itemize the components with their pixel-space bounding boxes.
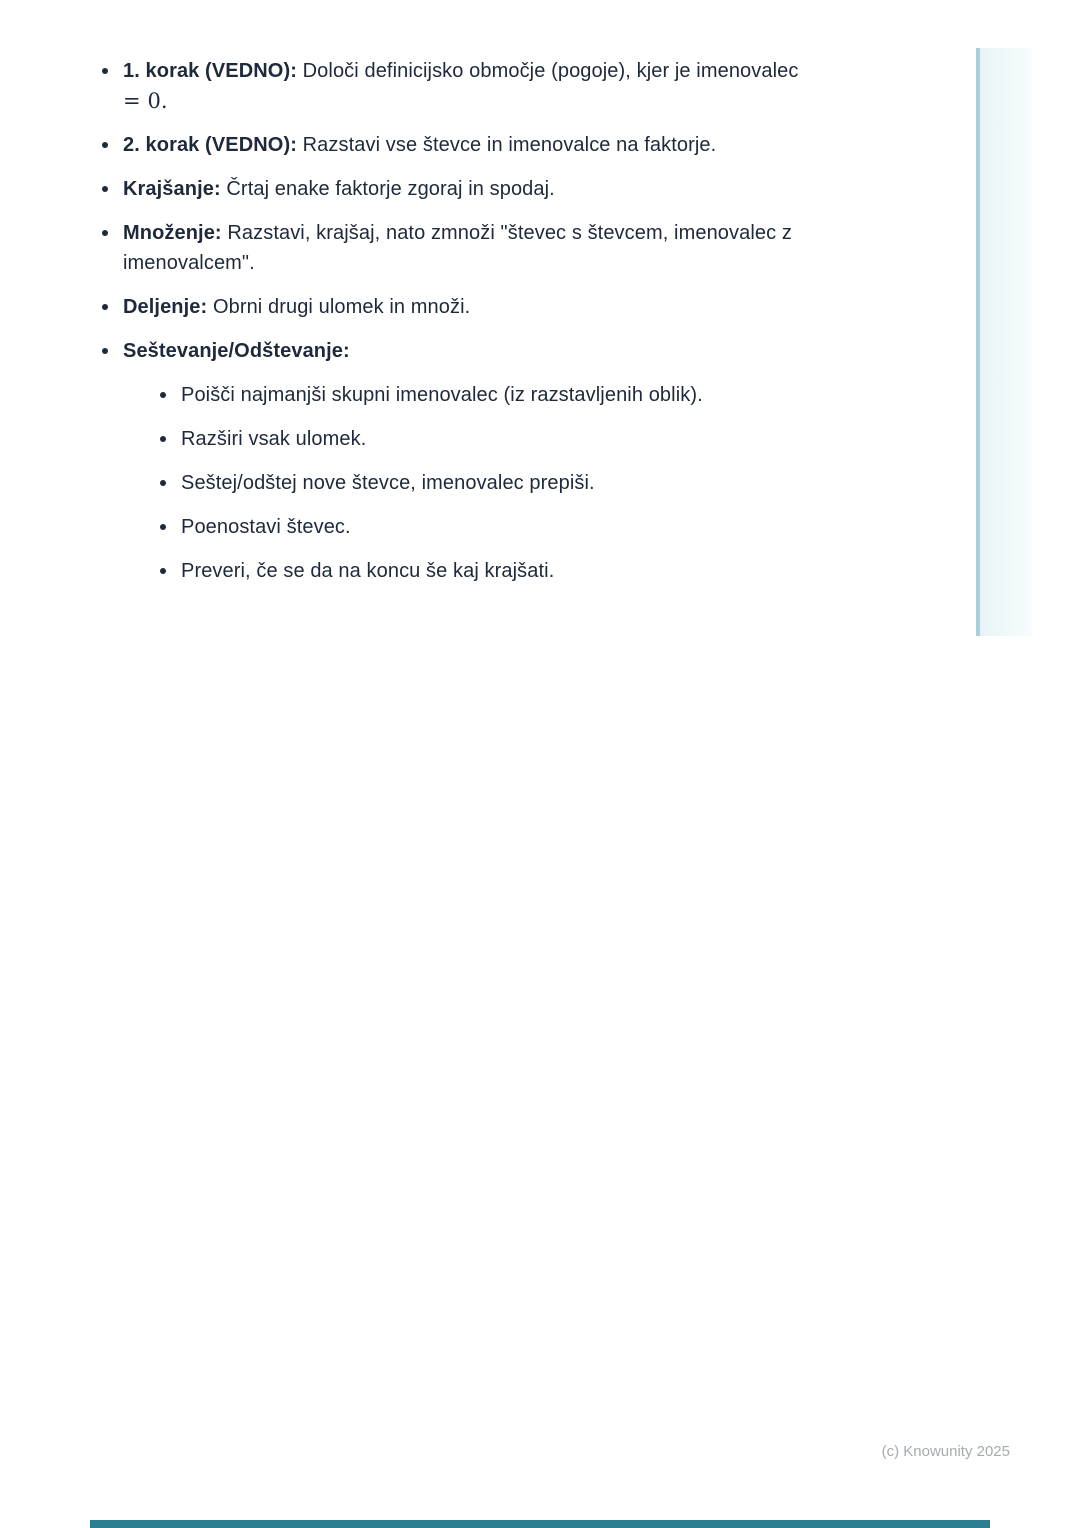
bottom-bar-decoration (90, 1520, 990, 1528)
item-label: 2. korak (VEDNO): (123, 134, 297, 156)
list-item (100, 130, 840, 160)
math-expression: = 0. (123, 89, 168, 113)
list-item (100, 292, 840, 322)
side-stripe-decoration (976, 48, 1032, 636)
sub-list-item: Seštej/odštej nove števce, imenovalec prepiši. (158, 468, 840, 498)
item-text: Obrni drugi ulomek in množi. (212, 296, 471, 318)
item-text: Določi definicijsko območje (pogoje), kjer je imenovalec (302, 60, 799, 82)
copyright-text: (c) Knowunity 2025 (881, 1443, 1010, 1460)
item-label: Seštevanje/Odštevanje: (123, 340, 350, 362)
item-label: Krajšanje: (123, 178, 221, 200)
list-item (100, 56, 840, 116)
sub-list-item: Preveri, če se da na koncu še kaj krajšati. (158, 556, 840, 586)
notes-list (100, 56, 840, 600)
list-item (100, 218, 840, 278)
sub-list (123, 380, 840, 586)
list-item (100, 174, 840, 204)
item-text: Razstavi, krajšaj, nato zmnoži "števec s števcem, imenovalec z imenovalcem". (123, 222, 792, 274)
sub-list-item: Razširi vsak ulomek. (158, 424, 840, 454)
list-item (100, 336, 840, 586)
item-text: Razstavi vse števce in imenovalce na faktorje. (302, 134, 717, 156)
item-label: Množenje: (123, 222, 222, 244)
item-label: Deljenje: (123, 296, 208, 318)
item-label: 1. korak (VEDNO): (123, 60, 297, 82)
sub-list-item: Poenostavi števec. (158, 512, 840, 542)
item-text: Črtaj enake faktorje zgoraj in spodaj. (226, 178, 555, 200)
sub-list-item: Poišči najmanjši skupni imenovalec (iz razstavljenih oblik). (158, 380, 840, 410)
